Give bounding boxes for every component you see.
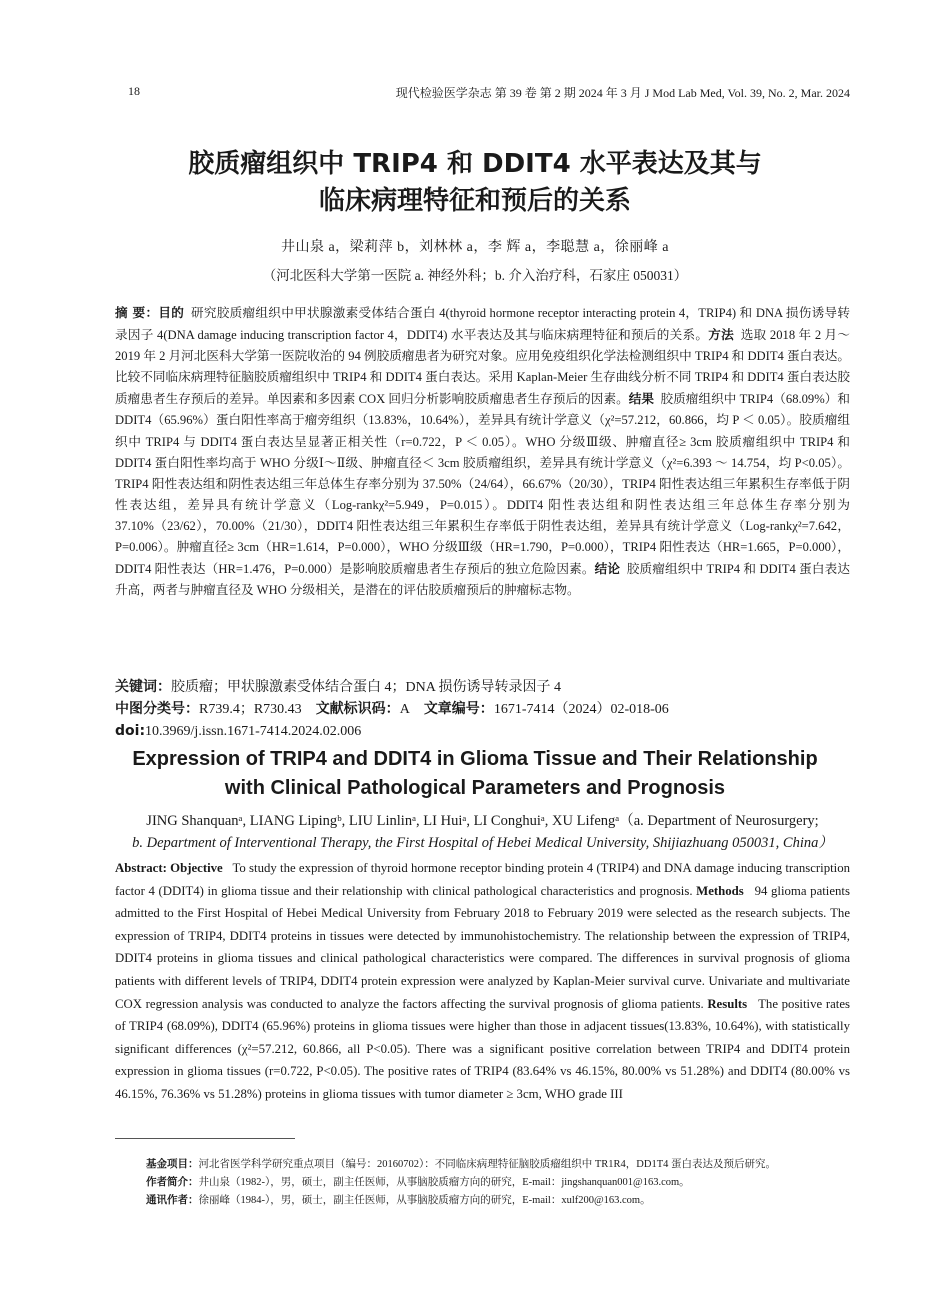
doc-code-label: 文献标识码： (315, 701, 400, 717)
doi-label: doi: (115, 723, 146, 739)
abstract-label: 摘 要： (115, 305, 159, 320)
author-bio-text: 井山泉（1982-），男，硕士，副主任医师，从事脑胶质瘤方向的研究，E-mail：jingshanquan001@163.com。 (198, 1177, 690, 1188)
clc-value: R739.4；R730.43 (199, 702, 302, 717)
article-number-value: 1671-7414（2024）02-018-06 (493, 702, 669, 717)
objective-text-en: To study the expression of thyroid hormone receptor binding protein 4 (TRIP4) and DNA damage inducing transcription factor 4 (DDIT4) in glioma tissue and their relationship with clinical pathological characteristics and prognosis. (115, 861, 851, 898)
english-authors-line-1: JING Shanquanᵃ, LIANG Lipingᵇ, LIU Linlinᵃ, LI Huiᵃ, LI Conghuiᵃ, XU Lifengᵃ（a. Department of Neurosurgery; (146, 813, 819, 829)
keywords-label: 关键词： (115, 679, 171, 695)
journal-citation: 现代检验医学杂志 第 39 卷 第 2 期 2024 年 3 月 J Mod Lab Med, Vol. 39, No. 2, Mar. 2024 (395, 86, 850, 100)
english-abstract (115, 857, 850, 1106)
results-text: 胶质瘤组织中 TRIP4（68.09%）和 DDIT4（65.96%）蛋白阳性率高于瘤旁组织（13.83%，10.64%），差异具有统计学意义（χ²=57.212，60.866，均 P ＜ 0.05）。胶质瘤组织中 TRIP4 与 DDIT4 蛋白表达呈显著正相关性（r=0.722，P ＜ 0.05）。WHO 分级Ⅲ级、肿瘤直径≥ 3cm 胶质瘤组织中 TRIP4 和 DDIT4 蛋白阳性率均高于 WHO 分级Ⅰ～Ⅱ级、肿瘤直径＜ 3cm 胶质瘤组织，差异具有统计学意义（χ²=6.393 ～ 14.754，均 P<0.05）。TRIP4 阳性表达组和阴性表达组三年总体生存率分别为 37.50%（24/64），66.67%（20/30），TRIP4 阳性表达组三年累积生存率低于阴性表达组，差异具有统计学意义（Log-rankχ²=5.949，P=0.015）。DDIT4 阳性表达组和阴性表达组三年总体生存率分别为 37.10%（23/62），70.00%（21/30），DDIT4 阳性表达组三年累积生存率低于阴性表达组，差异具有统计学意义（Log-rankχ²=7.642，P=0.006）。肿瘤直径≥ 3cm（HR=1.614，P=0.000），WHO 分级Ⅲ级（HR=1.790，P=0.000），TRIP4 阳性表达（HR=1.665，P=0.000），DDIT4 阳性表达（HR=1.476，P=0.000）是影响胶质瘤患者生存预后的独立危险因素。 (115, 392, 851, 577)
fund-label: 基金项目： (146, 1158, 199, 1170)
page-number: 18 (128, 84, 140, 98)
corresponding-label: 通讯作者： (146, 1194, 199, 1206)
footnote-divider (115, 1138, 295, 1139)
chinese-title-line-2: 临床病理特征和预后的关系 (318, 186, 631, 216)
keywords-text: 胶质瘤；甲状腺激素受体结合蛋白 4；DNA 损伤诱导转录因子 4 (171, 680, 562, 695)
keywords (115, 677, 850, 698)
doc-code-value: A (399, 702, 410, 717)
objective-label: 目的 (158, 305, 185, 320)
author-footnote (146, 1174, 866, 1191)
english-authors-line-2: b. Department of Interventional Therapy, the First Hospital of Hebei Medical University, Shijiazhuang 050031, China） (132, 835, 833, 851)
objective-text: 研究胶质瘤组织中甲状腺激素受体结合蛋白 4(thyroid hormone receptor interacting protein 4，TRIP4) 和 DNA 损伤诱导转录因子 4(DNA damage inducing transcription factor 4，DDIT4) 水平表达及其与临床病理特征和预后的关系。 (115, 306, 851, 343)
conclusion-text: 胶质瘤组织中 TRIP4 和 DDIT4 蛋白表达升高，两者与肿瘤直径及 WHO 分级相关，是潜在的评估胶质瘤预后的肿瘤标志物。 (115, 562, 850, 598)
article-number-label: 文章编号： (423, 701, 494, 717)
author-bio-label: 作者简介： (146, 1176, 199, 1188)
classification-line (115, 699, 850, 720)
methods-text: 选取 2018 年 2 月～ 2019 年 2 月河北医科大学第一医院收治的 94 例胶质瘤患者为研究对象。应用免疫组织化学法检测组织中 TRIP4 和 DDIT4 蛋白表达。比较不同临床病理特征脑胶质瘤组织中 TRIP4 和 DDIT4 蛋白表达。采用 Kaplan-Meier 生存曲线分析不同 TRIP4 和 DDIT4 蛋白表达胶质瘤患者生存预后的差异。单因素和多因素 COX 回归分析影响胶质瘤患者生存预后的因素。 (115, 328, 851, 407)
chinese-abstract (115, 302, 850, 601)
results-label-en: Results (707, 996, 748, 1011)
english-title-line-2: with Clinical Pathological Parameters and Prognosis (224, 777, 726, 799)
chinese-authors: 井山泉 a，梁莉萍 b，刘林林 a，李 辉 a，李聪慧 a，徐丽峰 a (280, 240, 670, 255)
english-authors (115, 810, 850, 854)
doi-line (115, 721, 850, 742)
results-text-en: The positive rates of TRIP4 (68.09%), DDIT4 (65.96%) proteins in glioma tissues were higher than those in adjacent tissues(13.83%, 10.64%), with statistically significant differences (χ²=57.212, 60.866, all P<0.05). There was a significant positive correlation between TRIP4 and DDIT4 protein expression in glioma tissues (r=0.722, P<0.05). The positive rates of TRIP4 (83.64% vs 46.15%, 80.00% vs 51.28%) and DDIT4 (80.00% vs 46.15%, 76.36% vs 51.28%) proteins in glioma tissues with tumor diameter ≥ 3cm, WHO grade III (115, 996, 850, 1101)
corresponding-footnote (146, 1192, 866, 1209)
chinese-title (0, 146, 950, 220)
methods-label-en: Methods (696, 883, 744, 898)
fund-footnote (146, 1156, 866, 1173)
conclusion-label: 结论 (594, 561, 621, 577)
fund-text: 河北省医学科学研究重点项目（编号：20160702）：不同临床病理特征脑胶质瘤组织中 TR1R4，DD1T4 蛋白表达及预后研究。 (198, 1159, 776, 1170)
english-title (0, 745, 950, 803)
abstract-label-en: Abstract: (115, 861, 167, 875)
chinese-title-line-1: 胶质瘤组织中 TRIP4 和 DDIT4 水平表达及其与 (188, 149, 762, 179)
chinese-affiliation: （河北医科大学第一医院 a. 神经外科；b. 介入治疗科，石家庄 050031） (262, 268, 688, 283)
doi-value: 10.3969/j.issn.1671-7414.2024.02.006 (145, 724, 362, 739)
objective-label-en: Objective (170, 861, 223, 875)
results-label: 结果 (628, 391, 655, 407)
english-title-line-1: Expression of TRIP4 and DDIT4 in Glioma Tissue and Their Relationship (132, 748, 818, 770)
methods-label: 方法 (708, 327, 734, 343)
clc-label: 中图分类号： (115, 701, 199, 717)
methods-text-en: 94 glioma patients admitted to the First Hospital of Hebei Medical University from February 2018 to February 2019 were selected as the research subjects. The expression of TRIP4, DDIT4 proteins in tissues were detected by immunohistochemistry. The relationship between the expression of TRIP4, DDIT4 proteins in glioma tissues and clinical pathological characteristics were compared. The differences in survival prognosis of glioma patients with different levels of TRIP4, DDIT4 protein expression were analyzed by Kaplan-Meier survival curve. Univariate and multivariate COX regression analysis was conducted to analyze the factors affecting the survival prognosis of glioma patients. (115, 883, 850, 1011)
corresponding-text: 徐丽峰（1984-），男，硕士，副主任医师，从事脑胶质瘤方向的研究，E-mail：xulf200@163.com。 (198, 1195, 651, 1206)
